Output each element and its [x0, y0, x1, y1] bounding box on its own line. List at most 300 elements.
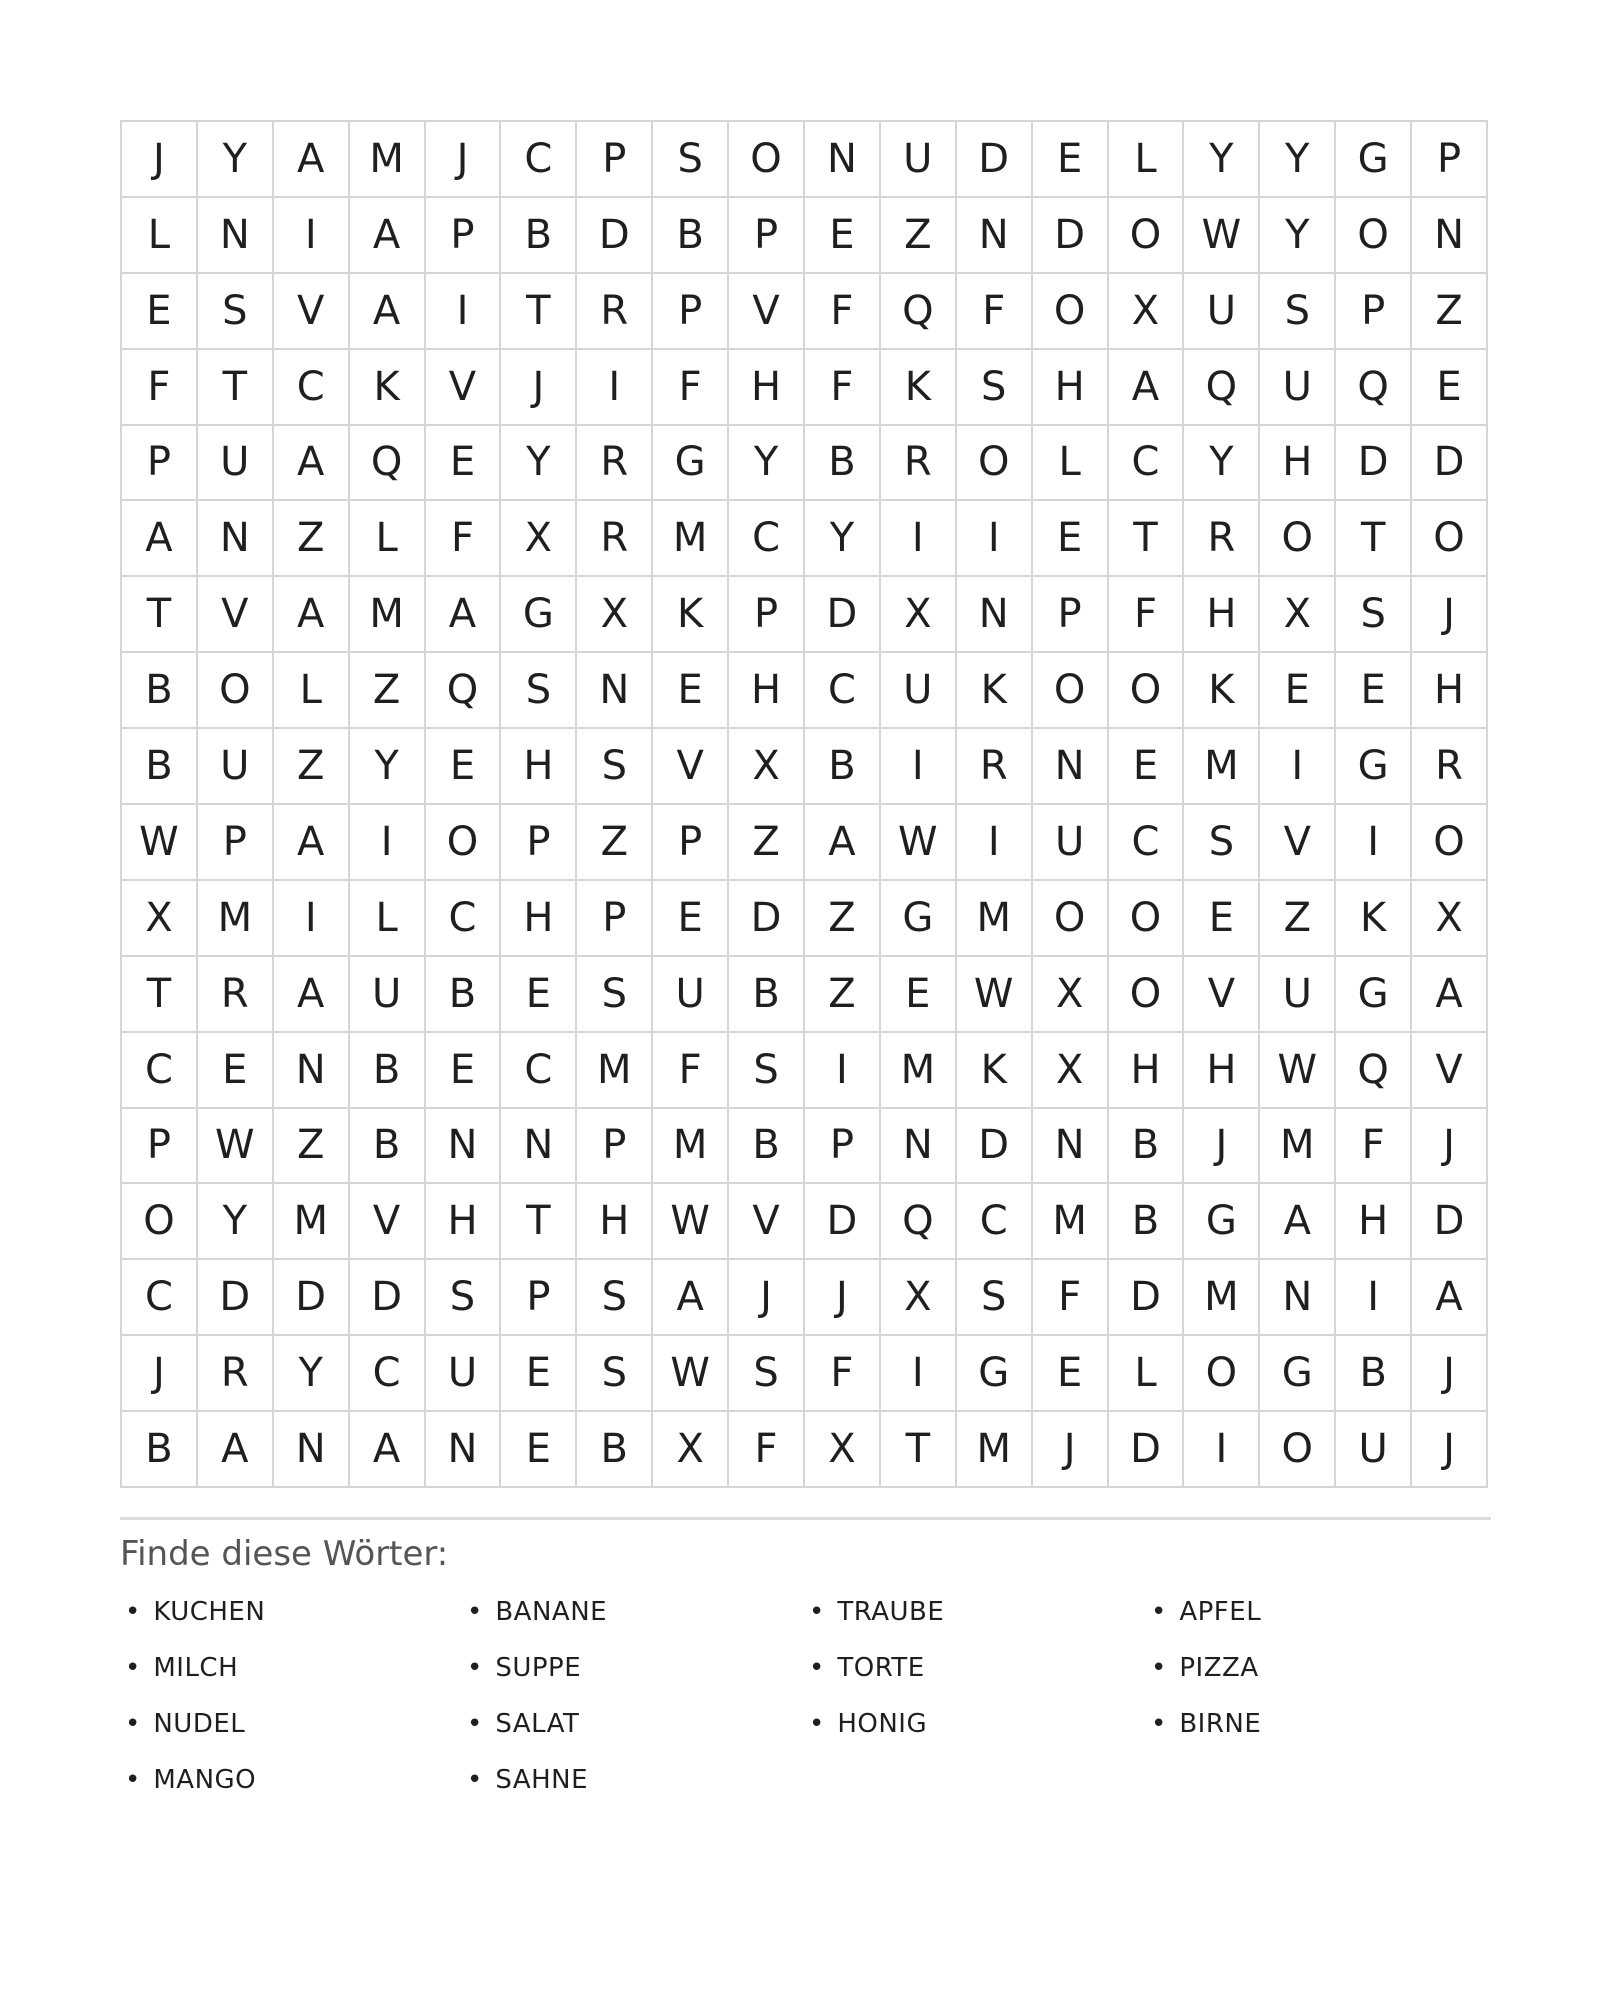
grid-cell[interactable]: U — [1260, 957, 1334, 1031]
grid-cell[interactable]: I — [805, 1033, 879, 1107]
grid-cell[interactable]: D — [274, 1260, 348, 1334]
grid-cell[interactable]: F — [1109, 577, 1183, 651]
grid-cell[interactable]: F — [729, 1412, 803, 1486]
grid-cell[interactable]: F — [805, 1336, 879, 1410]
grid-cell[interactable]: A — [1260, 1184, 1334, 1258]
grid-cell[interactable]: K — [653, 577, 727, 651]
grid-cell[interactable]: L — [350, 881, 424, 955]
grid-cell[interactable]: P — [1336, 274, 1410, 348]
grid-cell[interactable]: J — [426, 122, 500, 196]
grid-cell[interactable]: R — [198, 1336, 272, 1410]
grid-cell[interactable]: Y — [729, 426, 803, 500]
grid-cell[interactable]: W — [957, 957, 1031, 1031]
grid-cell[interactable]: Y — [1184, 426, 1258, 500]
grid-cell[interactable]: E — [653, 881, 727, 955]
grid-cell[interactable]: P — [577, 122, 651, 196]
grid-cell[interactable]: J — [805, 1260, 879, 1334]
grid-cell[interactable]: N — [881, 1109, 955, 1183]
grid-cell[interactable]: I — [1336, 805, 1410, 879]
grid-cell[interactable]: S — [577, 1260, 651, 1334]
grid-cell[interactable]: B — [805, 729, 879, 803]
grid-cell[interactable]: I — [957, 501, 1031, 575]
grid-cell[interactable]: B — [122, 1412, 196, 1486]
grid-cell[interactable]: M — [653, 1109, 727, 1183]
grid-cell[interactable]: O — [198, 653, 272, 727]
grid-cell[interactable]: Z — [274, 1109, 348, 1183]
grid-cell[interactable]: G — [1184, 1184, 1258, 1258]
grid-cell[interactable]: Z — [1260, 881, 1334, 955]
grid-cell[interactable]: W — [1260, 1033, 1334, 1107]
grid-cell[interactable]: V — [653, 729, 727, 803]
grid-cell[interactable]: A — [1412, 1260, 1486, 1334]
grid-cell[interactable]: M — [881, 1033, 955, 1107]
grid-cell[interactable]: N — [1033, 1109, 1107, 1183]
grid-cell[interactable]: M — [1184, 729, 1258, 803]
grid-cell[interactable]: B — [729, 1109, 803, 1183]
grid-cell[interactable]: S — [957, 1260, 1031, 1334]
grid-cell[interactable]: O — [426, 805, 500, 879]
grid-cell[interactable]: V — [274, 274, 348, 348]
grid-cell[interactable]: E — [1109, 729, 1183, 803]
grid-cell[interactable]: X — [805, 1412, 879, 1486]
grid-cell[interactable]: P — [729, 198, 803, 272]
grid-cell[interactable]: S — [1336, 577, 1410, 651]
grid-cell[interactable]: U — [1033, 805, 1107, 879]
grid-cell[interactable]: C — [1109, 805, 1183, 879]
grid-cell[interactable]: O — [1260, 501, 1334, 575]
grid-cell[interactable]: A — [198, 1412, 272, 1486]
grid-cell[interactable]: W — [881, 805, 955, 879]
grid-cell[interactable]: K — [1336, 881, 1410, 955]
grid-cell[interactable]: M — [957, 1412, 1031, 1486]
grid-cell[interactable]: O — [729, 122, 803, 196]
grid-cell[interactable]: F — [1033, 1260, 1107, 1334]
grid-cell[interactable]: M — [1033, 1184, 1107, 1258]
grid-cell[interactable]: R — [577, 274, 651, 348]
grid-cell[interactable]: Y — [501, 426, 575, 500]
grid-cell[interactable]: T — [1109, 501, 1183, 575]
grid-cell[interactable]: F — [957, 274, 1031, 348]
grid-cell[interactable]: D — [1109, 1260, 1183, 1334]
grid-cell[interactable]: O — [1033, 881, 1107, 955]
grid-cell[interactable]: T — [501, 1184, 575, 1258]
grid-cell[interactable]: E — [198, 1033, 272, 1107]
grid-cell[interactable]: A — [274, 426, 348, 500]
grid-cell[interactable]: K — [1184, 653, 1258, 727]
grid-cell[interactable]: P — [653, 805, 727, 879]
grid-cell[interactable]: N — [1260, 1260, 1334, 1334]
grid-cell[interactable]: X — [1033, 957, 1107, 1031]
grid-cell[interactable]: S — [1260, 274, 1334, 348]
grid-cell[interactable]: U — [1260, 350, 1334, 424]
grid-cell[interactable]: B — [1109, 1109, 1183, 1183]
grid-cell[interactable]: L — [122, 198, 196, 272]
grid-cell[interactable]: J — [1412, 1412, 1486, 1486]
grid-cell[interactable]: Q — [881, 274, 955, 348]
grid-cell[interactable]: N — [274, 1033, 348, 1107]
grid-cell[interactable]: X — [653, 1412, 727, 1486]
grid-cell[interactable]: Z — [729, 805, 803, 879]
grid-cell[interactable]: J — [122, 1336, 196, 1410]
grid-cell[interactable]: J — [729, 1260, 803, 1334]
grid-cell[interactable]: Q — [350, 426, 424, 500]
grid-cell[interactable]: Z — [350, 653, 424, 727]
grid-cell[interactable]: A — [122, 501, 196, 575]
grid-cell[interactable]: F — [426, 501, 500, 575]
grid-cell[interactable]: P — [122, 426, 196, 500]
grid-cell[interactable]: Q — [1336, 350, 1410, 424]
grid-cell[interactable]: H — [501, 729, 575, 803]
grid-cell[interactable]: B — [350, 1109, 424, 1183]
grid-cell[interactable]: G — [653, 426, 727, 500]
grid-cell[interactable]: I — [274, 881, 348, 955]
grid-cell[interactable]: I — [274, 198, 348, 272]
grid-cell[interactable]: G — [501, 577, 575, 651]
grid-cell[interactable]: Q — [426, 653, 500, 727]
grid-cell[interactable]: C — [729, 501, 803, 575]
grid-cell[interactable]: P — [653, 274, 727, 348]
grid-cell[interactable]: E — [653, 653, 727, 727]
grid-cell[interactable]: E — [426, 1033, 500, 1107]
grid-cell[interactable]: D — [1109, 1412, 1183, 1486]
grid-cell[interactable]: P — [501, 1260, 575, 1334]
grid-cell[interactable]: C — [122, 1033, 196, 1107]
grid-cell[interactable]: Y — [274, 1336, 348, 1410]
grid-cell[interactable]: M — [1260, 1109, 1334, 1183]
grid-cell[interactable]: N — [426, 1412, 500, 1486]
grid-cell[interactable]: R — [881, 426, 955, 500]
grid-cell[interactable]: X — [501, 501, 575, 575]
grid-cell[interactable]: N — [957, 577, 1031, 651]
grid-cell[interactable]: T — [881, 1412, 955, 1486]
grid-cell[interactable]: H — [1033, 350, 1107, 424]
grid-cell[interactable]: A — [274, 122, 348, 196]
grid-cell[interactable]: Y — [350, 729, 424, 803]
grid-cell[interactable]: S — [957, 350, 1031, 424]
grid-cell[interactable]: G — [1260, 1336, 1334, 1410]
grid-cell[interactable]: X — [1260, 577, 1334, 651]
grid-cell[interactable]: C — [426, 881, 500, 955]
grid-cell[interactable]: J — [1412, 1336, 1486, 1410]
grid-cell[interactable]: X — [1412, 881, 1486, 955]
grid-cell[interactable]: H — [1184, 1033, 1258, 1107]
grid-cell[interactable]: O — [1033, 274, 1107, 348]
grid-cell[interactable]: W — [122, 805, 196, 879]
grid-cell[interactable]: L — [1109, 1336, 1183, 1410]
grid-cell[interactable]: V — [350, 1184, 424, 1258]
grid-cell[interactable]: R — [957, 729, 1031, 803]
grid-cell[interactable]: F — [122, 350, 196, 424]
grid-cell[interactable]: S — [1184, 805, 1258, 879]
grid-cell[interactable]: V — [729, 274, 803, 348]
grid-cell[interactable]: N — [198, 501, 272, 575]
grid-cell[interactable]: I — [1336, 1260, 1410, 1334]
grid-cell[interactable]: P — [577, 1109, 651, 1183]
grid-cell[interactable]: V — [729, 1184, 803, 1258]
grid-cell[interactable]: E — [805, 198, 879, 272]
grid-cell[interactable]: N — [577, 653, 651, 727]
grid-cell[interactable]: M — [198, 881, 272, 955]
grid-cell[interactable]: L — [1033, 426, 1107, 500]
grid-cell[interactable]: P — [426, 198, 500, 272]
grid-cell[interactable]: X — [881, 577, 955, 651]
grid-cell[interactable]: G — [1336, 729, 1410, 803]
grid-cell[interactable]: A — [805, 805, 879, 879]
grid-cell[interactable]: E — [426, 426, 500, 500]
grid-cell[interactable]: J — [1412, 577, 1486, 651]
grid-cell[interactable]: D — [957, 122, 1031, 196]
grid-cell[interactable]: F — [653, 350, 727, 424]
grid-cell[interactable]: D — [1033, 198, 1107, 272]
grid-cell[interactable]: R — [1412, 729, 1486, 803]
grid-cell[interactable]: X — [1033, 1033, 1107, 1107]
grid-cell[interactable]: M — [274, 1184, 348, 1258]
grid-cell[interactable]: B — [122, 729, 196, 803]
grid-cell[interactable]: V — [1184, 957, 1258, 1031]
grid-cell[interactable]: U — [1336, 1412, 1410, 1486]
grid-cell[interactable]: N — [274, 1412, 348, 1486]
grid-cell[interactable]: I — [881, 729, 955, 803]
grid-cell[interactable]: I — [1184, 1412, 1258, 1486]
grid-cell[interactable]: B — [805, 426, 879, 500]
grid-cell[interactable]: Z — [805, 881, 879, 955]
grid-cell[interactable]: B — [729, 957, 803, 1031]
grid-cell[interactable]: I — [881, 501, 955, 575]
grid-cell[interactable]: B — [577, 1412, 651, 1486]
grid-cell[interactable]: C — [122, 1260, 196, 1334]
grid-cell[interactable]: O — [122, 1184, 196, 1258]
grid-cell[interactable]: D — [729, 881, 803, 955]
grid-cell[interactable]: D — [805, 577, 879, 651]
grid-cell[interactable]: C — [350, 1336, 424, 1410]
grid-cell[interactable]: J — [1184, 1109, 1258, 1183]
grid-cell[interactable]: A — [426, 577, 500, 651]
grid-cell[interactable]: J — [122, 122, 196, 196]
grid-cell[interactable]: A — [350, 274, 424, 348]
grid-cell[interactable]: H — [426, 1184, 500, 1258]
grid-cell[interactable]: F — [805, 274, 879, 348]
grid-cell[interactable]: M — [957, 881, 1031, 955]
grid-cell[interactable]: Z — [577, 805, 651, 879]
grid-cell[interactable]: U — [653, 957, 727, 1031]
grid-cell[interactable]: F — [805, 350, 879, 424]
grid-cell[interactable]: Q — [1336, 1033, 1410, 1107]
grid-cell[interactable]: I — [350, 805, 424, 879]
grid-cell[interactable]: G — [881, 881, 955, 955]
grid-cell[interactable]: V — [1412, 1033, 1486, 1107]
grid-cell[interactable]: S — [729, 1336, 803, 1410]
grid-cell[interactable]: E — [1260, 653, 1334, 727]
grid-cell[interactable]: O — [1412, 501, 1486, 575]
grid-cell[interactable]: M — [1184, 1260, 1258, 1334]
grid-cell[interactable]: A — [274, 957, 348, 1031]
grid-cell[interactable]: I — [957, 805, 1031, 879]
grid-cell[interactable]: C — [1109, 426, 1183, 500]
grid-cell[interactable]: T — [122, 957, 196, 1031]
grid-cell[interactable]: W — [1184, 198, 1258, 272]
grid-cell[interactable]: P — [198, 805, 272, 879]
grid-cell[interactable]: E — [501, 1412, 575, 1486]
grid-cell[interactable]: O — [1033, 653, 1107, 727]
grid-cell[interactable]: I — [881, 1336, 955, 1410]
grid-cell[interactable]: X — [881, 1260, 955, 1334]
grid-cell[interactable]: E — [1033, 1336, 1107, 1410]
grid-cell[interactable]: E — [501, 957, 575, 1031]
grid-cell[interactable]: Z — [274, 501, 348, 575]
grid-cell[interactable]: E — [426, 729, 500, 803]
grid-cell[interactable]: J — [501, 350, 575, 424]
grid-cell[interactable]: O — [1412, 805, 1486, 879]
grid-cell[interactable]: V — [1260, 805, 1334, 879]
grid-cell[interactable]: Y — [1184, 122, 1258, 196]
grid-cell[interactable]: C — [501, 122, 575, 196]
grid-cell[interactable]: C — [805, 653, 879, 727]
grid-cell[interactable]: P — [1033, 577, 1107, 651]
grid-cell[interactable]: Y — [198, 122, 272, 196]
grid-cell[interactable]: C — [274, 350, 348, 424]
grid-cell[interactable]: R — [198, 957, 272, 1031]
grid-cell[interactable]: U — [198, 426, 272, 500]
grid-cell[interactable]: C — [957, 1184, 1031, 1258]
grid-cell[interactable]: J — [1412, 1109, 1486, 1183]
grid-cell[interactable]: F — [1336, 1109, 1410, 1183]
grid-cell[interactable]: U — [198, 729, 272, 803]
grid-cell[interactable]: Z — [805, 957, 879, 1031]
grid-cell[interactable]: S — [501, 653, 575, 727]
grid-cell[interactable]: B — [653, 198, 727, 272]
grid-cell[interactable]: X — [1109, 274, 1183, 348]
grid-cell[interactable]: C — [501, 1033, 575, 1107]
grid-cell[interactable]: Y — [198, 1184, 272, 1258]
grid-cell[interactable]: Y — [805, 501, 879, 575]
grid-cell[interactable]: H — [501, 881, 575, 955]
grid-cell[interactable]: N — [426, 1109, 500, 1183]
grid-cell[interactable]: H — [1260, 426, 1334, 500]
grid-cell[interactable]: D — [957, 1109, 1031, 1183]
grid-cell[interactable]: N — [1033, 729, 1107, 803]
grid-cell[interactable]: L — [274, 653, 348, 727]
grid-cell[interactable]: U — [426, 1336, 500, 1410]
grid-cell[interactable]: S — [577, 729, 651, 803]
grid-cell[interactable]: W — [653, 1336, 727, 1410]
grid-cell[interactable]: P — [577, 881, 651, 955]
grid-cell[interactable]: V — [426, 350, 500, 424]
grid-cell[interactable]: E — [1336, 653, 1410, 727]
grid-cell[interactable]: B — [426, 957, 500, 1031]
grid-cell[interactable]: E — [1412, 350, 1486, 424]
grid-cell[interactable]: W — [198, 1109, 272, 1183]
grid-cell[interactable]: M — [350, 577, 424, 651]
grid-cell[interactable]: P — [1412, 122, 1486, 196]
grid-cell[interactable]: O — [1184, 1336, 1258, 1410]
grid-cell[interactable]: E — [1033, 122, 1107, 196]
grid-cell[interactable]: M — [577, 1033, 651, 1107]
letter-grid[interactable] — [120, 120, 1488, 1488]
grid-cell[interactable]: A — [274, 577, 348, 651]
grid-cell[interactable]: S — [577, 1336, 651, 1410]
grid-cell[interactable]: D — [198, 1260, 272, 1334]
grid-cell[interactable]: A — [653, 1260, 727, 1334]
grid-cell[interactable]: N — [501, 1109, 575, 1183]
grid-cell[interactable]: T — [501, 274, 575, 348]
grid-cell[interactable]: D — [805, 1184, 879, 1258]
grid-cell[interactable]: H — [1336, 1184, 1410, 1258]
grid-cell[interactable]: D — [1412, 426, 1486, 500]
grid-cell[interactable]: O — [957, 426, 1031, 500]
grid-cell[interactable]: H — [729, 350, 803, 424]
grid-cell[interactable]: S — [198, 274, 272, 348]
grid-cell[interactable]: E — [501, 1336, 575, 1410]
grid-cell[interactable]: O — [1109, 653, 1183, 727]
grid-cell[interactable]: X — [577, 577, 651, 651]
grid-cell[interactable]: D — [577, 198, 651, 272]
grid-cell[interactable]: G — [1336, 122, 1410, 196]
grid-cell[interactable]: E — [122, 274, 196, 348]
grid-cell[interactable]: Y — [1260, 122, 1334, 196]
grid-cell[interactable]: W — [653, 1184, 727, 1258]
grid-cell[interactable]: I — [577, 350, 651, 424]
grid-cell[interactable]: I — [1260, 729, 1334, 803]
grid-cell[interactable]: T — [198, 350, 272, 424]
grid-cell[interactable]: F — [653, 1033, 727, 1107]
grid-cell[interactable]: O — [1260, 1412, 1334, 1486]
grid-cell[interactable]: A — [350, 198, 424, 272]
grid-cell[interactable]: G — [957, 1336, 1031, 1410]
grid-cell[interactable]: D — [350, 1260, 424, 1334]
grid-cell[interactable]: E — [1184, 881, 1258, 955]
grid-cell[interactable]: B — [501, 198, 575, 272]
grid-cell[interactable]: G — [1336, 957, 1410, 1031]
grid-cell[interactable]: Z — [881, 198, 955, 272]
grid-cell[interactable]: V — [198, 577, 272, 651]
grid-cell[interactable]: H — [1412, 653, 1486, 727]
grid-cell[interactable]: L — [1109, 122, 1183, 196]
grid-cell[interactable]: S — [729, 1033, 803, 1107]
grid-cell[interactable]: H — [577, 1184, 651, 1258]
grid-cell[interactable]: P — [122, 1109, 196, 1183]
grid-cell[interactable]: X — [729, 729, 803, 803]
grid-cell[interactable]: P — [501, 805, 575, 879]
grid-cell[interactable]: O — [1336, 198, 1410, 272]
grid-cell[interactable]: B — [1336, 1336, 1410, 1410]
grid-cell[interactable]: B — [350, 1033, 424, 1107]
grid-cell[interactable]: H — [1109, 1033, 1183, 1107]
grid-cell[interactable]: U — [881, 122, 955, 196]
grid-cell[interactable]: O — [1109, 881, 1183, 955]
grid-cell[interactable]: T — [122, 577, 196, 651]
grid-cell[interactable]: N — [957, 198, 1031, 272]
grid-cell[interactable]: H — [1184, 577, 1258, 651]
grid-cell[interactable]: O — [1109, 198, 1183, 272]
grid-cell[interactable]: D — [1412, 1184, 1486, 1258]
grid-cell[interactable]: I — [426, 274, 500, 348]
grid-cell[interactable]: K — [957, 653, 1031, 727]
grid-cell[interactable]: M — [653, 501, 727, 575]
grid-cell[interactable]: N — [198, 198, 272, 272]
grid-cell[interactable]: K — [881, 350, 955, 424]
grid-cell[interactable]: R — [577, 426, 651, 500]
grid-cell[interactable]: X — [122, 881, 196, 955]
grid-cell[interactable]: A — [274, 805, 348, 879]
grid-cell[interactable]: D — [1336, 426, 1410, 500]
grid-cell[interactable]: P — [805, 1109, 879, 1183]
grid-cell[interactable]: N — [805, 122, 879, 196]
grid-cell[interactable]: B — [122, 653, 196, 727]
grid-cell[interactable]: U — [350, 957, 424, 1031]
grid-cell[interactable]: H — [729, 653, 803, 727]
grid-cell[interactable]: K — [957, 1033, 1031, 1107]
grid-cell[interactable]: E — [881, 957, 955, 1031]
